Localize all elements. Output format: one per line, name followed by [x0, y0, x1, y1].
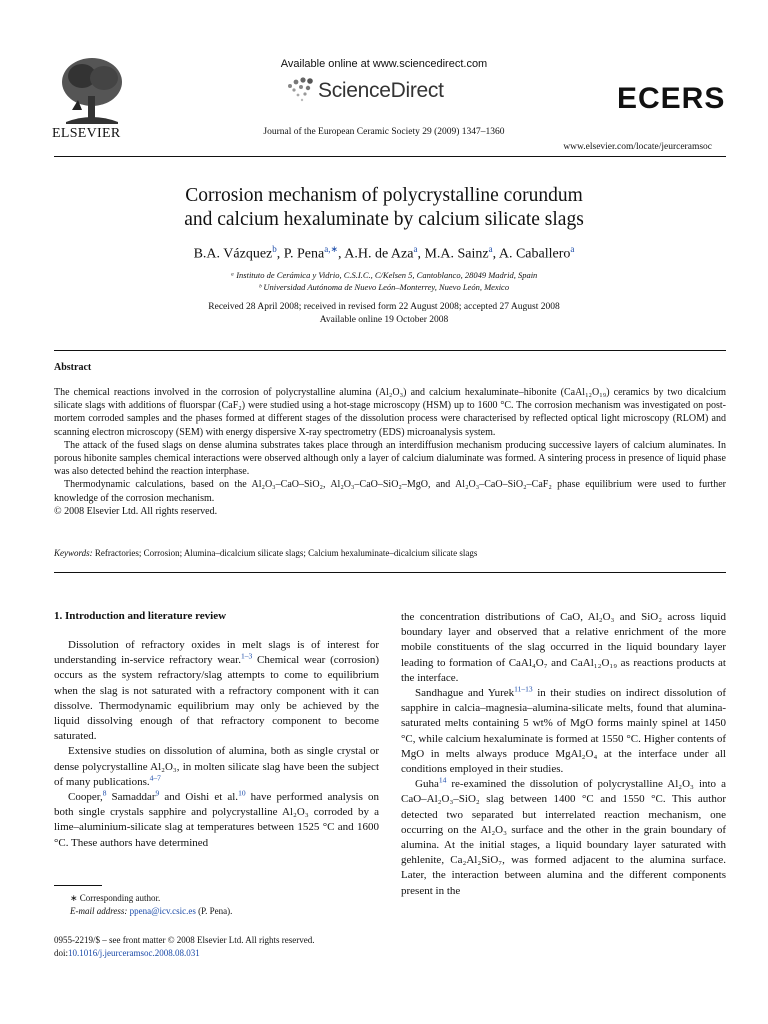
keywords-text: Refractories; Corrosion; Alumina–dicalcium silicate slags; Calcium hexaluminate–dicalcium silicate slags	[92, 548, 478, 558]
available-online-text: Available online at www.sciencedirect.com	[280, 58, 488, 70]
abstract-heading: Abstract	[54, 362, 92, 373]
author-separator: ,	[338, 246, 345, 262]
author-affiliation-mark[interactable]: b	[272, 244, 277, 254]
doi-link[interactable]: 10.1016/j.jeurceramsoc.2008.08.031	[68, 948, 200, 958]
issn-line: 0955-2219/$ – see front matter © 2008 Elsevier Ltd. All rights reserved.	[54, 935, 315, 945]
email-note	[70, 905, 232, 918]
text-run: Cooper,	[68, 791, 103, 804]
text-run: and Oishi et al.	[159, 791, 239, 804]
article-title	[0, 184, 768, 232]
journal-url-link[interactable]: www.elsevier.com/locate/jeurceramsoc	[563, 142, 712, 152]
keywords	[54, 548, 477, 558]
text-run: Dissolution of refractory oxides in melt slags is of interest for understanding in-service refractory wear.	[54, 639, 379, 667]
right-column	[401, 610, 726, 899]
text-run: Sandhague and Yurek	[415, 687, 515, 700]
sciencedirect-logo: ScienceDirect	[318, 79, 444, 102]
email-suffix: (P. Pena).	[195, 906, 233, 916]
citation-link[interactable]: 1–3	[240, 651, 253, 661]
body-paragraph	[54, 744, 379, 790]
author-separator: ,	[276, 246, 284, 262]
doi-line	[54, 947, 200, 960]
abstract-copyright: © 2008 Elsevier Ltd. All rights reserved.	[54, 505, 218, 517]
author-affiliation-mark[interactable]: a	[488, 244, 493, 254]
corresponding-author-note: ∗ Corresponding author.	[70, 893, 161, 903]
title-line-2: and calcium hexaluminate by calcium silicate slags	[184, 209, 584, 230]
citation-link[interactable]: 8	[102, 788, 107, 798]
author-name[interactable]: M.A. Sainz	[424, 246, 489, 262]
citation-link[interactable]: 9	[155, 788, 160, 798]
section-heading: 1. Introduction and literature review	[54, 610, 227, 622]
body-paragraph	[54, 638, 379, 744]
author-name[interactable]: A.H. de Aza	[344, 246, 414, 262]
author-separator: ,	[417, 246, 425, 262]
keywords-label: Keywords:	[54, 548, 93, 558]
body-paragraph	[401, 686, 726, 777]
abstract-paragraph: Thermodynamic calculations, based on the Al₂O₃–CaO–SiO₂, Al₂O₃–CaO–SiO₂–MgO, and Al₂O₃–CaO–SiO₂–CaF₂ phase equilibrium were used to further knowledge of the corrosion mechanism.	[54, 479, 726, 504]
email-label: E-mail address:	[70, 906, 128, 916]
author-name[interactable]: B.A. Vázquez	[193, 246, 273, 262]
body-paragraph	[54, 790, 379, 851]
publisher-name: ELSEVIER	[52, 126, 121, 141]
available-date: Available online 19 October 2008	[319, 315, 449, 325]
email-link[interactable]: ppena@icv.csic.es	[129, 906, 196, 916]
citation-link[interactable]: 11–13	[514, 684, 533, 694]
body-paragraph: the concentration distributions of CaO, Al₂O₃ and SiO₂ across liquid boundary layer and observed that a relative enrichment of the more mobile constituents of the slag occurred in the liquid boundary layer leading to formation of CaAl₄O₇ and CaAl₁₂O₁₉ as reactions products at the interface.	[401, 611, 726, 684]
affiliation-b: ᵇ Universidad Autónoma de Nuevo León–Monterrey, Nuevo León, Mexico	[258, 282, 510, 292]
author-name[interactable]: A. Caballero	[498, 246, 571, 262]
left-column	[54, 638, 379, 851]
citation-link[interactable]: 10	[238, 788, 246, 798]
doi-label: doi:	[54, 948, 69, 958]
text-run: Chemical wear (corrosion) occurs as the system refractory/slag attempts to come to equilibrium when the slag is not saturated with a refractory component with it can dissolve. Thermodynamic equilibrium may only be achieved by the liquid dissolving enough of that refractory component to become saturated.	[54, 654, 379, 743]
text-run: Samaddar	[106, 791, 156, 804]
text-run: Extensive studies on dissolution of alumina, both as single crystal or dense polycrystalline Al₂O₃, in molten silicate slag have been the subject of many publications.	[54, 745, 379, 788]
abstract-bottom-rule	[54, 572, 726, 573]
text-run: re-examined the dissolution of polycrystalline Al₂O₃ into a CaO–Al₂O₃–SiO₂ slag between 1400 °C and 1550 °C. This author detected two separated but interrelated reaction mechanism, one occurring on the Al₂O₃ surface and the other in the grain boundary of alumina. At the initial stages, a liquid boundary layer saturated with gehlenite, Ca₂Al₂SiO₇, was formed adjacent to the alumina surface. Later, the interaction between alumina and the different components present in the	[401, 778, 726, 897]
citation-link[interactable]: 14	[438, 775, 447, 785]
ecers-logo: ECERS	[617, 82, 726, 115]
abstract-paragraph: The attack of the fused slags on dense alumina substrates takes place through an interdiffusion mechanism producing successive layers of calcium aluminates. In porous hibonite samples chemical interactions were observed although only a layer of calcium dialuminate was formed. A sintering process in presence of liquid phase was also detected behind the reaction interphase.	[54, 439, 726, 478]
title-line-1: Corrosion mechanism of polycrystalline corundum	[185, 185, 583, 206]
received-dates: Received 28 April 2008; received in revised form 22 August 2008; accepted 27 August 2008	[208, 302, 560, 312]
footnote-rule	[54, 885, 102, 886]
author-affiliation-mark[interactable]: a	[570, 244, 575, 254]
abstract-top-rule	[54, 350, 726, 351]
text-run: have performed analysis on both single crystals sapphire and polycrystalline Al₂O₃ corroded by a lime–aluminium-silicate slag at temperatures between 1525 °C and 1600 °C. These authors have determined	[54, 791, 379, 849]
text-run: in their studies on indirect dissolution of sapphire in calcia–magnesia–alumina-silicate melts, found that alumina-saturated melts containing 5 wt% of MgO forms mainly spinel at 1450 °C, while calcium hexaluminate is formed at 1550 °C. Higher contents of MgO in melts always produce MgAl₂O₄ at the interface under all conditions employed in their studies.	[401, 687, 726, 776]
citation-link[interactable]: 4–7	[149, 773, 161, 783]
author-separator: ,	[492, 246, 499, 262]
author-name[interactable]: P. Pena	[283, 246, 325, 262]
body-paragraph	[401, 777, 726, 899]
affiliation-a: ᵃ Instituto de Cerámica y Vidrio, C.S.I.C., C/Kelsen 5, Cantoblanco, 28049 Madrid, Spain	[230, 270, 538, 280]
abstract-paragraph: The chemical reactions involved in the corrosion of polycrystalline alumina (Al₂O₃) and calcium hexaluminate–hibonite (CaAl₁₂O₁₉) ceramics by two dicalcium silicate slags with additions of fluorspar (CaF₂) were studied using a hot-stage microscopy (HSM) up to 1600 °C. The corrosion mechanism was investigated on post-mortem corroded samples and the phases formed at different stages of the dissolution process were characterised by reflected optical light microscopy (RLOM) and scanning electron microscopy (SEM) with energy dispersive X-ray spectrometry (EDS) microanalysis system.	[54, 387, 726, 438]
sciencedirect-dots-icon	[284, 76, 318, 106]
header-rule	[54, 156, 726, 157]
author-list	[0, 244, 768, 263]
journal-citation: Journal of the European Ceramic Society 29 (2009) 1347–1360	[263, 127, 505, 137]
abstract-body	[54, 386, 726, 518]
author-affiliation-mark[interactable]: a	[413, 244, 418, 254]
author-affiliation-mark[interactable]: a,∗	[324, 244, 339, 254]
text-run: Guha	[415, 778, 439, 791]
